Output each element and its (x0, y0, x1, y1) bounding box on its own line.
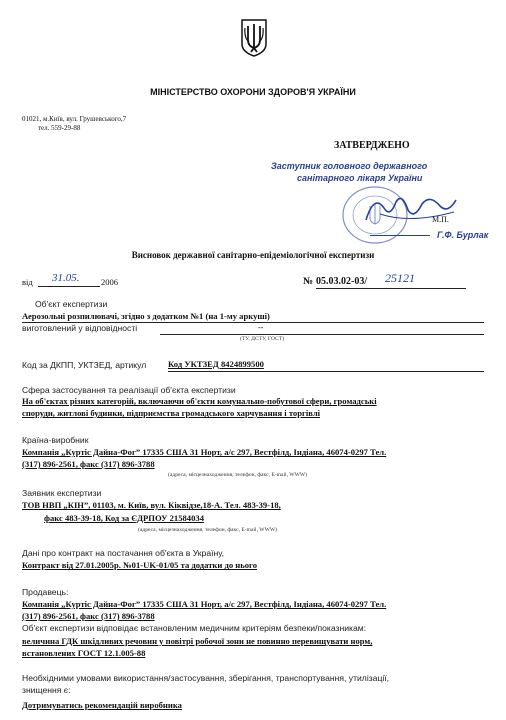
sphere-label: Сфера застосування та реалізації об'єкта експертизи (22, 385, 236, 395)
meets-line1: величина ГДК шкідливих речовин у повітрі робочої зони не повинно перевищувати норм, (22, 636, 373, 646)
contract-label: Дані про контракт на постачання об'єкта в Україну, (22, 548, 225, 558)
applicant-label: Заявник експертизи (22, 488, 102, 498)
manufactured-caption: (ТУ, ДСТУ, ГОСТ) (240, 336, 285, 342)
code-underline (168, 371, 484, 372)
object-label: Об'єкт експертизи (35, 299, 108, 309)
manufactured-label: виготовлений у відповідності (22, 323, 138, 333)
sphere-line2: споруди, житлові будинки, підприємства громадського харчування і торгівлі (22, 408, 321, 418)
country-caption: (адреса, місцезнаходження, телефон, факс, E-mail, WWW) (168, 472, 308, 478)
document-title: Висновок державної санітарно-епідеміологічної експертизи (131, 250, 375, 260)
number-prefix: № (303, 276, 314, 287)
applicant-line1: ТОВ НВП „КІН”, 01103, м. Київ, вул. Кіквідзе,18-А. Тел. 483-39-18, (22, 500, 281, 510)
code-label: Код за ДКПП, УКТЗЕД, артикул (22, 360, 147, 370)
contract-value: Контракт від 27.01.2005р. №01-UK-01/05 та додатки до нього (22, 560, 258, 570)
manufactured-underline (160, 334, 484, 335)
date-prefix: від (22, 277, 33, 287)
approval-stamp-line2: санітарного лікаря України (297, 173, 423, 183)
mp-label: М.П. (432, 215, 449, 224)
coat-of-arms-icon (240, 18, 268, 58)
seller-line1: Компанія „Куртіс Дайна-Фог” 17335 США 31 Норт, а/с 297, Вестфілд, Індіана, 46074-0297 Тел. (22, 599, 387, 609)
number-underline (316, 288, 466, 289)
manufactured-value: -- (258, 323, 264, 332)
country-line2: (317) 896-2561, факс (317) 896-3788 (22, 459, 155, 469)
approved-heading: ЗАТВЕРДЖЕНО (334, 140, 410, 151)
conditions-label: Необхідними умовами використання/застосування, зберігання, транспортування, утилізації, (22, 673, 390, 683)
country-line1: Компанія „Куртіс Дайна-Фог” 17335 США 31 Норт, а/с 297, Вестфілд, Індіана, 46074-0297 Тел. (22, 447, 387, 457)
country-label: Країна-виробник (22, 435, 89, 445)
official-name: Г.Ф. Бурлак (437, 230, 489, 240)
code-value: Код УКТЗЕД 8424899500 (168, 359, 264, 369)
applicant-caption: (адреса, місцезнаходження, телефон, факс, E-mail, WWW) (138, 527, 278, 533)
ministry-title: МІНІСТЕРСТВО ОХОРОНИ ЗДОРОВ'Я УКРАЇНИ (150, 87, 356, 97)
seller-label: Продавець: (22, 587, 69, 597)
conditions-label-cont: знищення є: (22, 685, 71, 695)
date-underline (38, 286, 100, 287)
sphere-line1: На об'єктах різних категорій, включаючи об'єкти комунально-побутової сфери, громадські (22, 396, 377, 406)
signature-line (370, 235, 430, 236)
number-value: 05.03.02-03/ (316, 276, 368, 287)
meets-label: Об'єкт експертизи відповідає встановленим медичним критеріям безпеки/показникам: (22, 623, 367, 633)
date-year: 2006 (101, 277, 118, 287)
seller-line2: (317) 896-2561, факс (317) 896-3788 (22, 611, 155, 621)
approval-stamp-line1: Заступник головного державного (271, 161, 428, 171)
address-line: 01021, м.Київ, вул. Грушевського,7 (22, 115, 127, 123)
conditions-value: Дотримуватись рекомендацій виробника (22, 700, 182, 710)
object-value: Аерозольні розпилювачі, згідно з додатком №1 (на 1-му аркуші) (22, 311, 270, 321)
meets-line2: встановлених ГОСТ 12.1.005-88 (22, 648, 146, 658)
phone-line: тел. 559-29-88 (38, 124, 81, 132)
applicant-line2: факс 483-39-18, Код за ЄДРПОУ 21584034 (44, 513, 204, 523)
number-handwritten: 25121 (385, 271, 415, 285)
date-handwritten: 31.05. (52, 272, 80, 284)
